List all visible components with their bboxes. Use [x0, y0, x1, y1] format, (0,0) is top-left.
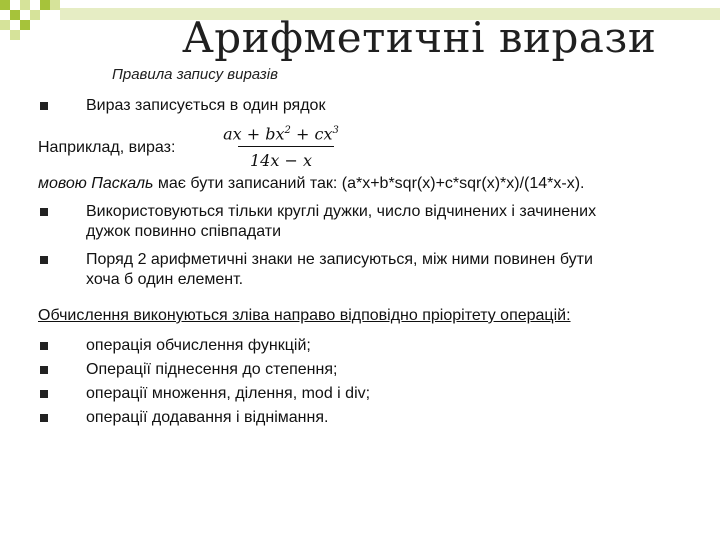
- order-item: операції додавання і віднімання.: [86, 409, 329, 426]
- bullet-icon: [40, 342, 48, 350]
- bullet-icon: [40, 208, 48, 216]
- pascal-expression-line: мовою Паскаль має бути записаний так: (a*x+b*sqr(x)+c*sqr(x)*x)/(14*x-x).: [38, 175, 585, 192]
- bullet-icon: [40, 366, 48, 374]
- rule-signs-line1: Поряд 2 арифметичні знаки не записуються, між ними повинен бути: [86, 251, 593, 268]
- bullet-icon: [40, 102, 48, 110]
- rule-brackets-line1: Використовуються тільки круглі дужки, число відчинених і зачинених: [86, 203, 597, 220]
- page-subtitle: Правила запису виразів: [112, 66, 278, 83]
- bullet-icon: [40, 256, 48, 264]
- order-item: операції множення, ділення, mod і div;: [86, 385, 371, 402]
- formula-denominator: 14x − x: [250, 151, 312, 170]
- bullet-icon: [40, 414, 48, 422]
- formula-numerator: ax + $bx^2 + cx^3$: [223, 124, 339, 144]
- order-item: Операції піднесення до степення;: [86, 361, 338, 378]
- order-heading: Обчислення виконуються зліва направо відповідно пріорітету операцій:: [38, 307, 571, 324]
- fraction-bar: [238, 146, 334, 147]
- bullet-icon: [40, 390, 48, 398]
- rule-brackets-line2: дужок повинно співпадати: [86, 223, 282, 240]
- rule-single-line: Вираз записується в один рядок: [86, 97, 326, 114]
- example-label: Наприклад, вираз:: [38, 139, 176, 156]
- order-item: операція обчислення функцій;: [86, 337, 311, 354]
- page-title: Арифметичні вирази: [182, 13, 657, 62]
- rule-signs-line2: хоча б один елемент.: [86, 271, 244, 288]
